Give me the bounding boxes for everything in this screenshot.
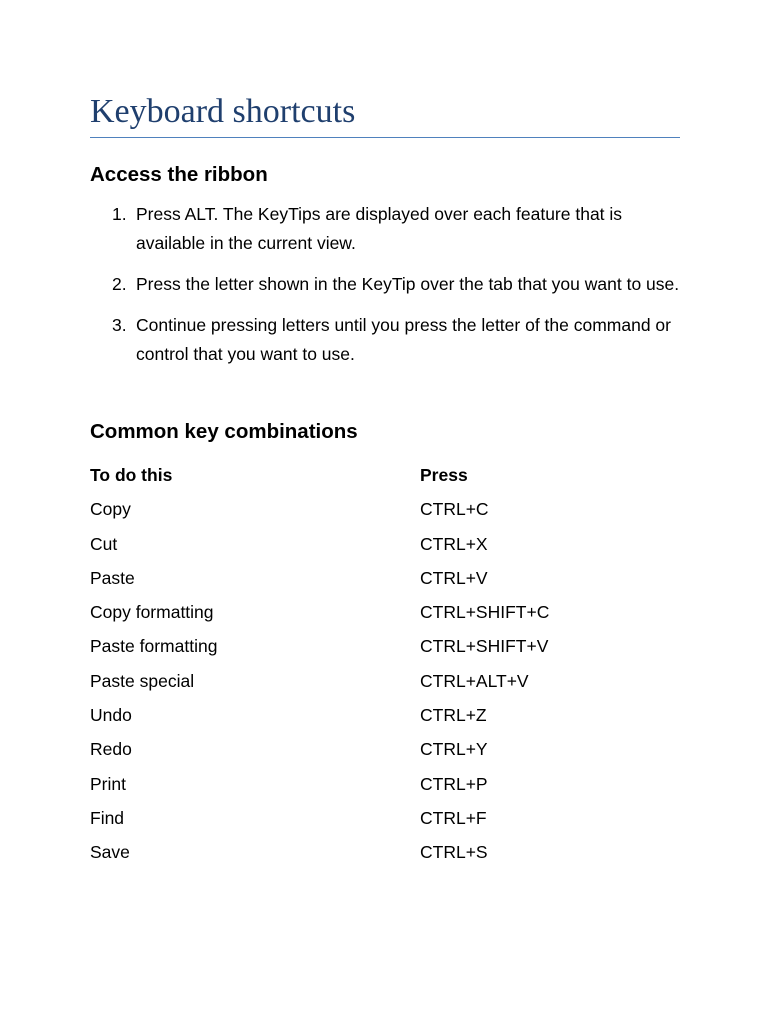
step-number: 1.: [112, 204, 127, 224]
shortcut-cell: CTRL+P: [420, 773, 488, 794]
shortcut-cell: CTRL+F: [420, 807, 487, 828]
action-cell: Save: [90, 842, 130, 863]
table-row: [90, 734, 650, 768]
table-row: [90, 769, 650, 803]
step-text: Press the letter shown in the KeyTip over the tab that you want to use.: [136, 274, 680, 294]
table-row: [90, 803, 650, 837]
table-row: [90, 837, 650, 871]
shortcut-cell: CTRL+SHIFT+V: [420, 636, 549, 657]
list-item: [90, 270, 690, 299]
page-title: Keyboard shortcuts: [90, 93, 356, 130]
section-heading-access-ribbon: Access the ribbon: [90, 163, 268, 186]
table-row: [90, 529, 650, 563]
shortcut-cell: CTRL+S: [420, 842, 488, 863]
table-header-row: [90, 460, 650, 494]
column-header-action: To do this: [90, 465, 173, 485]
action-cell: Paste formatting: [90, 636, 218, 657]
shortcut-cell: CTRL+X: [420, 533, 488, 554]
shortcut-cell: CTRL+ALT+V: [420, 670, 529, 691]
action-cell: Paste: [90, 567, 135, 588]
table-row: [90, 494, 650, 528]
action-cell: Paste special: [90, 670, 195, 691]
action-cell: Copy: [90, 499, 131, 520]
action-cell: Cut: [90, 533, 118, 554]
action-cell: Undo: [90, 705, 132, 726]
step-text: Continue pressing letters until you press the letter of the command or control that you want to use.: [136, 315, 671, 364]
step-text: Press ALT. The KeyTips are displayed over each feature that is available in the current view.: [136, 204, 623, 253]
table-row: [90, 700, 650, 734]
table-row: [90, 631, 650, 665]
column-header-keys: Press: [420, 465, 468, 485]
action-cell: Find: [90, 807, 125, 828]
action-cell: Copy formatting: [90, 602, 214, 623]
section-heading-common-key-combinations: Common key combinations: [90, 420, 358, 443]
shortcut-cell: CTRL+SHIFT+C: [420, 602, 550, 623]
action-cell: Redo: [90, 739, 132, 760]
shortcuts-table: [90, 460, 650, 872]
title-underline-divider: [90, 137, 680, 138]
table-row: [90, 666, 650, 700]
list-item: [90, 200, 690, 258]
shortcut-cell: CTRL+Z: [420, 705, 487, 726]
shortcut-cell: CTRL+Y: [420, 739, 488, 760]
step-number: 2.: [112, 274, 127, 294]
action-cell: Print: [90, 773, 126, 794]
table-row: [90, 563, 650, 597]
shortcut-cell: CTRL+V: [420, 567, 488, 588]
list-item: [90, 311, 690, 369]
shortcut-cell: CTRL+C: [420, 499, 489, 520]
step-number: 3.: [112, 315, 127, 335]
table-row: [90, 597, 650, 631]
ribbon-steps-list: [90, 200, 690, 381]
